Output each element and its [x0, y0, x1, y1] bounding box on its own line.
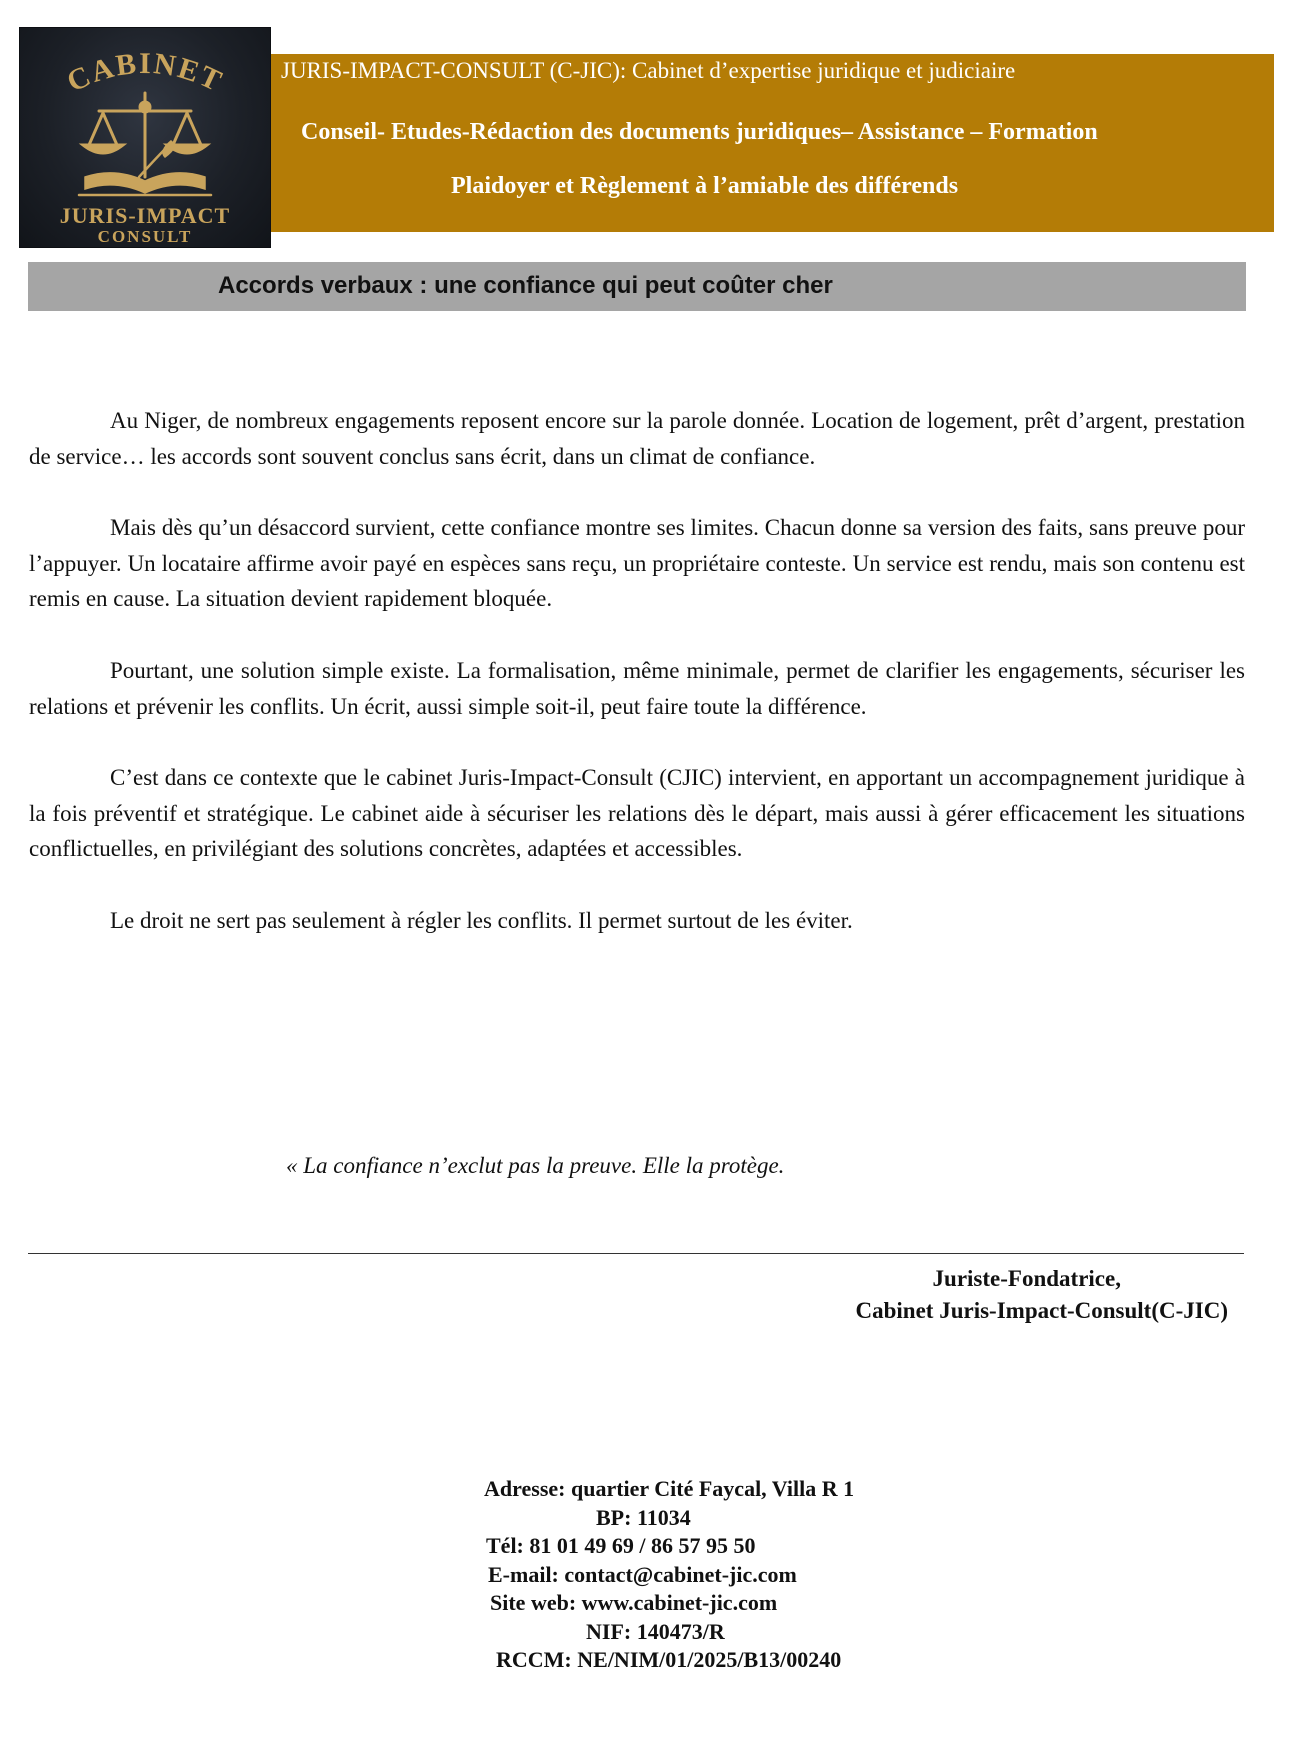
contact-phone: Tél: 81 01 49 69 / 86 57 95 50 [486, 1533, 756, 1558]
contact-block [484, 1475, 854, 1675]
contact-website: Site web: www.cabinet-jic.com [490, 1590, 778, 1615]
logo-line-juris-impact: JURIS-IMPACT [59, 203, 231, 228]
article-body [29, 403, 1245, 975]
svg-text:CABINET [62, 47, 228, 99]
banner-services-extra: Plaidoyer et Règlement à l’amiable des différends [451, 173, 959, 199]
contact-email: E-mail: contact@cabinet-jic.com [488, 1561, 797, 1587]
contact-address: Adresse: quartier Cité Faycal, Villa R 1 [484, 1476, 855, 1501]
article-title: Accords verbaux : une confiance qui peut coûter cher [218, 272, 833, 299]
logo-line-consult: CONSULT [97, 227, 193, 246]
contact-nif: NIF: 140473/R [586, 1618, 725, 1644]
paragraph: Mais dès qu’un désaccord survient, cette confiance montre ses limites. Chacun donne sa version des faits, sans preuve pour l’appuyer. Un locataire affirme avoir payé en espèces sans reçu, un propriétaire conteste. Un service est rendu, mais son contenu est remis en cause. La situation devient rapidement bloquée. [29, 515, 1245, 612]
cabinet-logo [19, 27, 271, 248]
signature-role: Juriste-Fondatrice, [932, 1266, 1121, 1291]
horizontal-divider [28, 1253, 1244, 1254]
signature-firm: Cabinet Juris-Impact-Consult(C-JIC) [855, 1298, 1228, 1323]
paragraph: Au Niger, de nombreux engagements reposent encore sur la parole donnée. Location de logement, prêt d’argent, prestation de service… les accords sont souvent conclus sans écrit, dans un climat de confiance. [29, 408, 1245, 469]
banner-services: Conseil- Etudes-Rédaction des documents juridiques– Assistance – Formation [301, 119, 1098, 145]
logo-arc-text: CABINET [61, 46, 229, 99]
paragraph: Pourtant, une solution simple existe. La formalisation, même minimale, permet de clarifier les engagements, sécuriser les relations et prévenir les conflits. Un écrit, aussi simple soit-il, peut faire toute la différence. [29, 657, 1245, 719]
contact-bp: BP: 11034 [596, 1504, 691, 1530]
article-title-bar [28, 262, 1246, 311]
closing-quote: « La confiance n’exclut pas la preuve. Elle la protège. [286, 1153, 785, 1178]
paragraph: C’est dans ce contexte que le cabinet Juris-Impact-Consult (CJIC) intervient, en apportant un accompagnement juridique à la fois préventif et stratégique. Le cabinet aide à sécuriser les relations dès le départ, mais aussi à gérer efficacement les situations conflictuelles, en privilégiant des solutions concrètes, adaptées et accessibles. [29, 765, 1245, 862]
header-banner [271, 54, 1274, 232]
signature-block [856, 1263, 1228, 1327]
contact-rccm: RCCM: NE/NIM/01/2025/B13/00240 [496, 1647, 842, 1672]
banner-firm-name: JURIS-IMPACT-CONSULT (C-JIC): Cabinet d’expertise juridique et judiciaire [281, 58, 1016, 83]
paragraph: Le droit ne sert pas seulement à régler les conflits. Il permet surtout de les éviter. [110, 907, 853, 933]
